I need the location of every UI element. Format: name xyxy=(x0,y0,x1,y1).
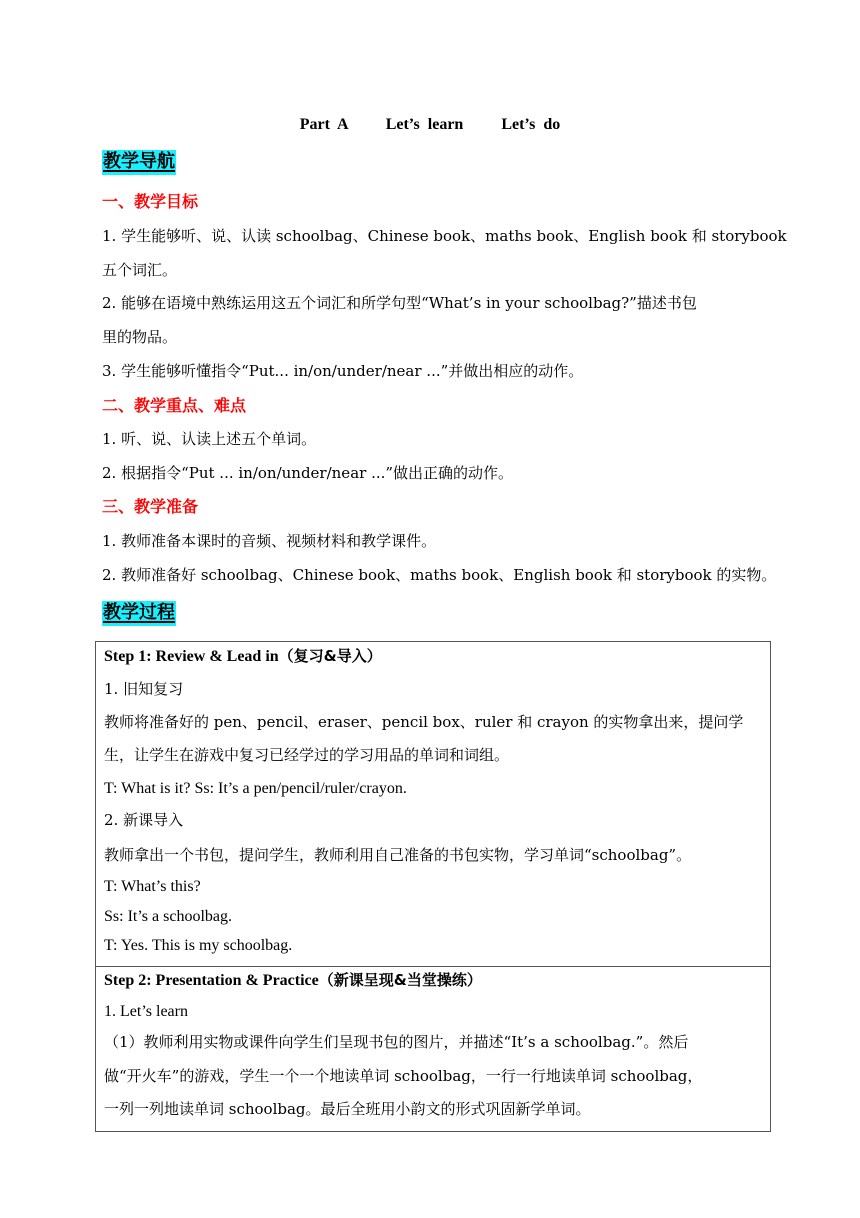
preparation-line: 2. 教师准备好 schoolbag、Chinese book、maths book、English book 和 storybook 的实物。 xyxy=(102,566,777,584)
step-2-line: 1. Let’s learn xyxy=(104,1003,188,1020)
objective-line: 1. 学生能够听、说、认读 schoolbag、Chinese book、maths book、English book 和 storybook xyxy=(102,227,787,245)
process-heading: 教学过程 xyxy=(102,601,176,626)
step-1-line: 教师将准备好的 pen、pencil、eraser、pencil box、ruler 和 crayon 的实物拿出来，提问学 xyxy=(104,713,744,731)
objective-line: 2. 能够在语境中熟练运用这五个词汇和所学句型“What’s in your schoolbag?”描述书包 xyxy=(102,294,697,312)
step-1-line: T: What’s this? xyxy=(104,878,201,895)
step-1-line: 2. 新课导入 xyxy=(104,811,184,829)
objective-line: 五个词汇。 xyxy=(102,261,178,279)
step-1-cell xyxy=(95,641,771,967)
step-1-line: 生，让学生在游戏中复习已经学过的学习用品的单词和词组。 xyxy=(104,746,510,764)
preparation-line: 1. 教师准备本课时的音频、视频材料和教学课件。 xyxy=(102,532,437,550)
objective-line: 3. 学生能够听懂指令“Put... in/on/under/near ...”并做出相应的动作。 xyxy=(102,362,584,380)
step-2-line: 做“开火车”的游戏，学生一个一个地读单词 schoolbag，一行一行地读单词 schoolbag， xyxy=(104,1067,703,1085)
step-1-line: Ss: It’s a schoolbag. xyxy=(104,908,232,925)
step-1-line: 1. 旧知复习 xyxy=(104,680,184,698)
lesson-title xyxy=(0,116,860,134)
step-1-title-cn: （复习&导入） xyxy=(278,647,382,665)
step-2-title-cn: （新课呈现&当堂操练） xyxy=(318,971,482,989)
step-2-cell xyxy=(95,966,771,1132)
step-2-line: 一列一列地读单词 schoolbag。最后全班用小韵文的形式巩固新学单词。 xyxy=(104,1100,591,1118)
nav-heading: 教学导航 xyxy=(102,150,176,175)
step-2-line: （1）教师利用实物或课件向学生们呈现书包的图片，并描述“It’s a schoolbag.”。然后 xyxy=(104,1033,689,1051)
step-1-title-en: Step 1: Review & Lead in xyxy=(104,648,279,665)
step-1-line: T: What is it? Ss: It’s a pen/pencil/ruler/crayon. xyxy=(104,780,407,797)
section-objectives-heading: 一、教学目标 xyxy=(102,192,199,211)
step-2-title-en: Step 2: Presentation & Practice xyxy=(104,972,319,989)
title-do: Let’s do xyxy=(501,116,561,133)
title-part: Part A xyxy=(299,116,348,133)
section-preparation-heading: 三、教学准备 xyxy=(102,497,199,516)
objective-line: 里的物品。 xyxy=(102,328,178,346)
section-keypoints-heading: 二、教学重点、难点 xyxy=(102,396,247,415)
step-1-line: T: Yes. This is my schoolbag. xyxy=(104,937,293,954)
title-learn: Let’s learn xyxy=(385,116,464,133)
step-2-title xyxy=(104,970,482,991)
step-1-line: 教师拿出一个书包，提问学生，教师利用自己准备的书包实物，学习单词“schoolbag”。 xyxy=(104,846,692,864)
keypoint-line: 1. 听、说、认读上述五个单词。 xyxy=(102,430,317,448)
keypoint-line: 2. 根据指令“Put ... in/on/under/near ...”做出正确的动作。 xyxy=(102,464,514,482)
step-1-title xyxy=(104,646,382,667)
